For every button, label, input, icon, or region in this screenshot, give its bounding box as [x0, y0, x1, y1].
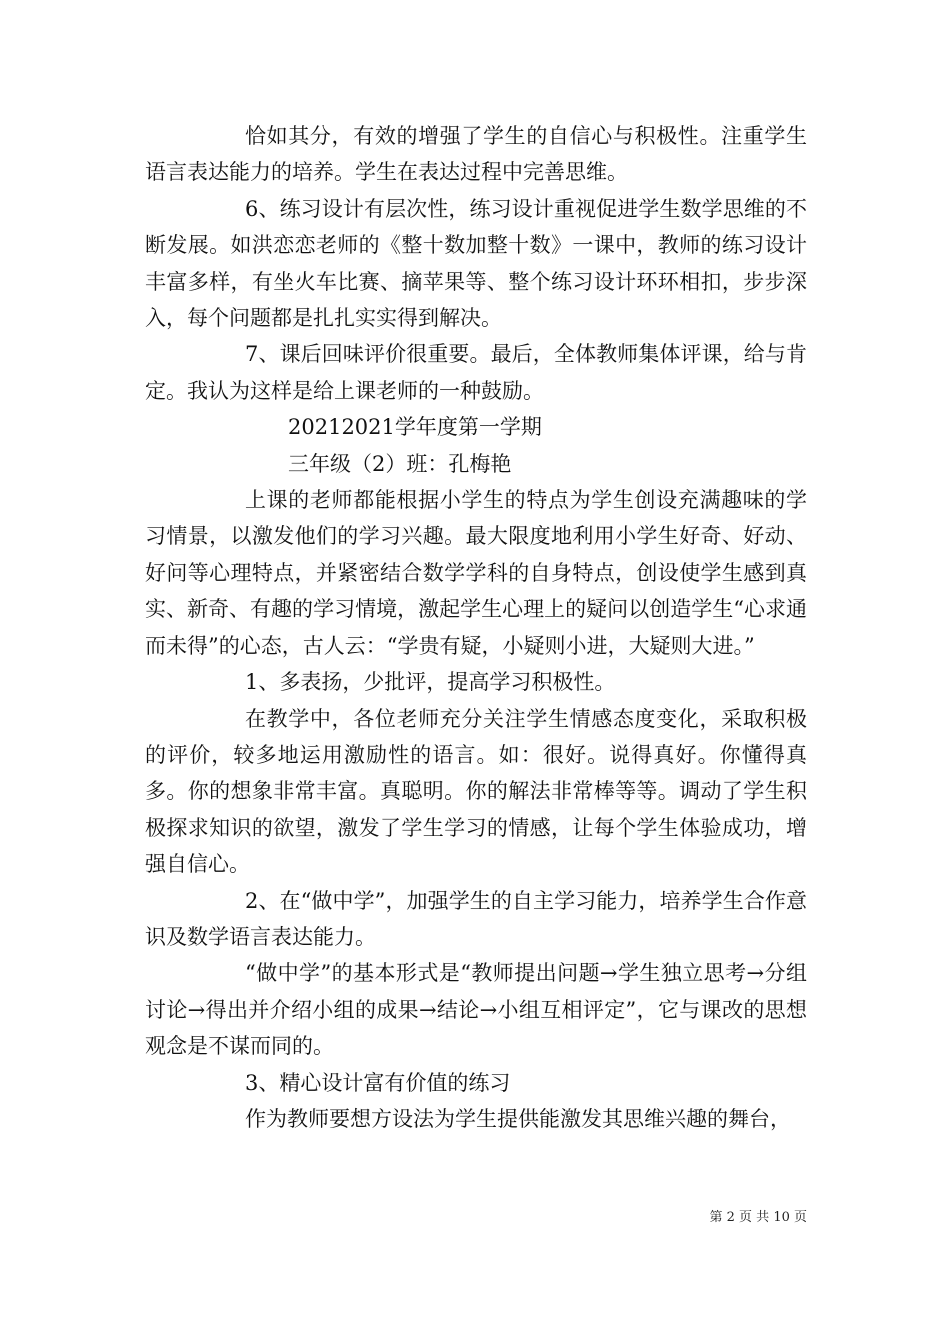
paragraph-item-3-title: 3、精心设计富有价值的练习 — [245, 1070, 511, 1095]
paragraph-continuation: 恰如其分，有效的增强了学生的自信心与积极性。注重学生语言表达能力的培养。学生在表达过程中完善思维。 — [145, 124, 807, 185]
author-heading: 三年级（2）班：孔梅艳 — [288, 451, 512, 476]
paragraph-item-3-body: 作为教师要想方设法为学生提供能激发其思维兴趣的舞台， — [245, 1106, 791, 1131]
paragraph-item-6: 6、练习设计有层次性，练习设计重视促进学生数学思维的不断发展。如洪恋恋老师的《整十数加整十数》一课中，教师的练习设计丰富多样，有坐火车比赛、摘苹果等、整个练习设计环环相扣，步步深入，每个问题都是扎扎实实得到解决。 — [145, 196, 807, 331]
paragraph-intro: 上课的老师都能根据小学生的特点为学生创设充满趣味的学习情景，以激发他们的学习兴趣。最大限度地利用小学生好奇、好动、好问等心理特点，并紧密结合数学学科的自身特点，创设使学生感到真实、新奇、有趣的学习情境，激起学生心理上的疑问以创造学生“心求通而未得”的心态，古人云：“学贵有疑，小疑则小进，大疑则大进。” — [145, 488, 807, 658]
semester-heading: 20212021学年度第一学期 — [288, 415, 542, 440]
paragraph-item-1-title: 1、多表扬，少批评，提高学习积极性。 — [245, 670, 616, 695]
page-number-footer: 第 2 页 共 10 页 — [709, 1210, 807, 1225]
paragraph-item-7: 7、课后回味评价很重要。最后，全体教师集体评课，给与肯定。我认为这样是给上课老师的一种鼓励。 — [145, 342, 807, 403]
body-text — [145, 118, 807, 1137]
paragraph-item-2-body: “做中学”的基本形式是“教师提出问题→学生独立思考→分组讨论→得出并介绍小组的成果→结论→小组互相评定”，它与课改的思想观念是不谋而同的。 — [145, 961, 807, 1059]
paragraph-item-1-body: 在教学中，各位老师充分关注学生情感态度变化，采取积极的评价，较多地运用激励性的语言。如：很好。说得真好。你懂得真多。你的想象非常丰富。真聪明。你的解法非常棒等等。调动了学生积极探求知识的欲望，激发了学生学习的情感，让每个学生体验成功，增强自信心。 — [145, 706, 807, 877]
paragraph-item-2-title: 2、在“做中学”，加强学生的自主学习能力，培养学生合作意识及数学语言表达能力。 — [145, 888, 807, 949]
